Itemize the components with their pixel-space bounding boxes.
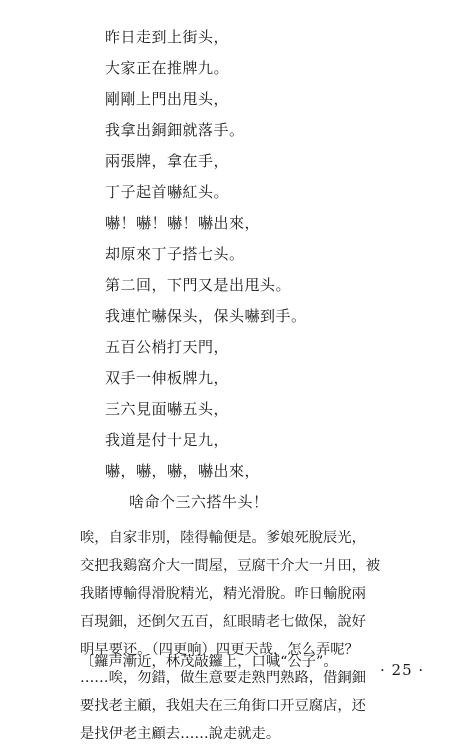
verse-line: 啥命个三六搭牛头！ [129,493,269,511]
verse-line: 我連忙嚇保头，保头嚇到手。 [105,307,307,325]
prose-line: 是找伊老主顧去……說走就走。 [80,726,281,742]
verse-line: 剛剛上門出甩头， [105,90,230,108]
verse-line: 五百公梢打天門， [105,338,230,356]
prose-line: 明早要还。（四更响）四更天哉，怎么弄呢？ [80,642,359,658]
prose-line: 百現鈿，还倒欠五百，紅眼睛老七做保，說好 [80,614,366,630]
prose-line: 要找老主顧，我姐夫在三角街口开豆腐店，还 [80,698,366,714]
verse-line: 我拿出銅鈿就落手。 [105,121,245,139]
prose-line: 我賭博輸得滑脫精光，精光滑脫。昨日輸脫兩 [80,586,366,602]
verse-line: 昨日走到上街头， [105,28,230,46]
prose-line: 交把我鷄窩介大一間屋，豆腐干介大一爿田，被 [80,558,381,574]
prose-line: ……唉，勿錯，做生意要走熟門熟路，借銅鈿 [80,670,366,686]
verse-line: 双手一伸板牌九， [105,369,230,387]
verse-line: 嚇！嚇！嚇！嚇出來， [105,214,261,232]
verse-line: 我道是付十足九， [105,431,230,449]
verse-block [105,22,307,518]
verse-line: 嚇，嚇，嚇，嚇出來， [105,462,261,480]
verse-line: 大家正在推牌九。 [105,59,230,77]
verse-line: 兩張牌，拿在手， [105,152,230,170]
verse-line: 第二回，下門又是出甩头。 [105,276,292,294]
prose-line: 唉，自家非別，陸得輸便是。爹娘死脫辰光， [80,530,366,546]
prose-paragraph [80,524,432,748]
verse-line: 三六見面嚇五头， [105,400,230,418]
verse-line: 丁子起首嚇紅头。 [105,183,230,201]
stage-direction: 〔鑼声漸近，林茂敲鑼上，口喊“公子”。 [80,654,338,670]
verse-line: 却原來丁子搭七头。 [105,245,245,263]
page-number: · 25 · [380,661,425,679]
